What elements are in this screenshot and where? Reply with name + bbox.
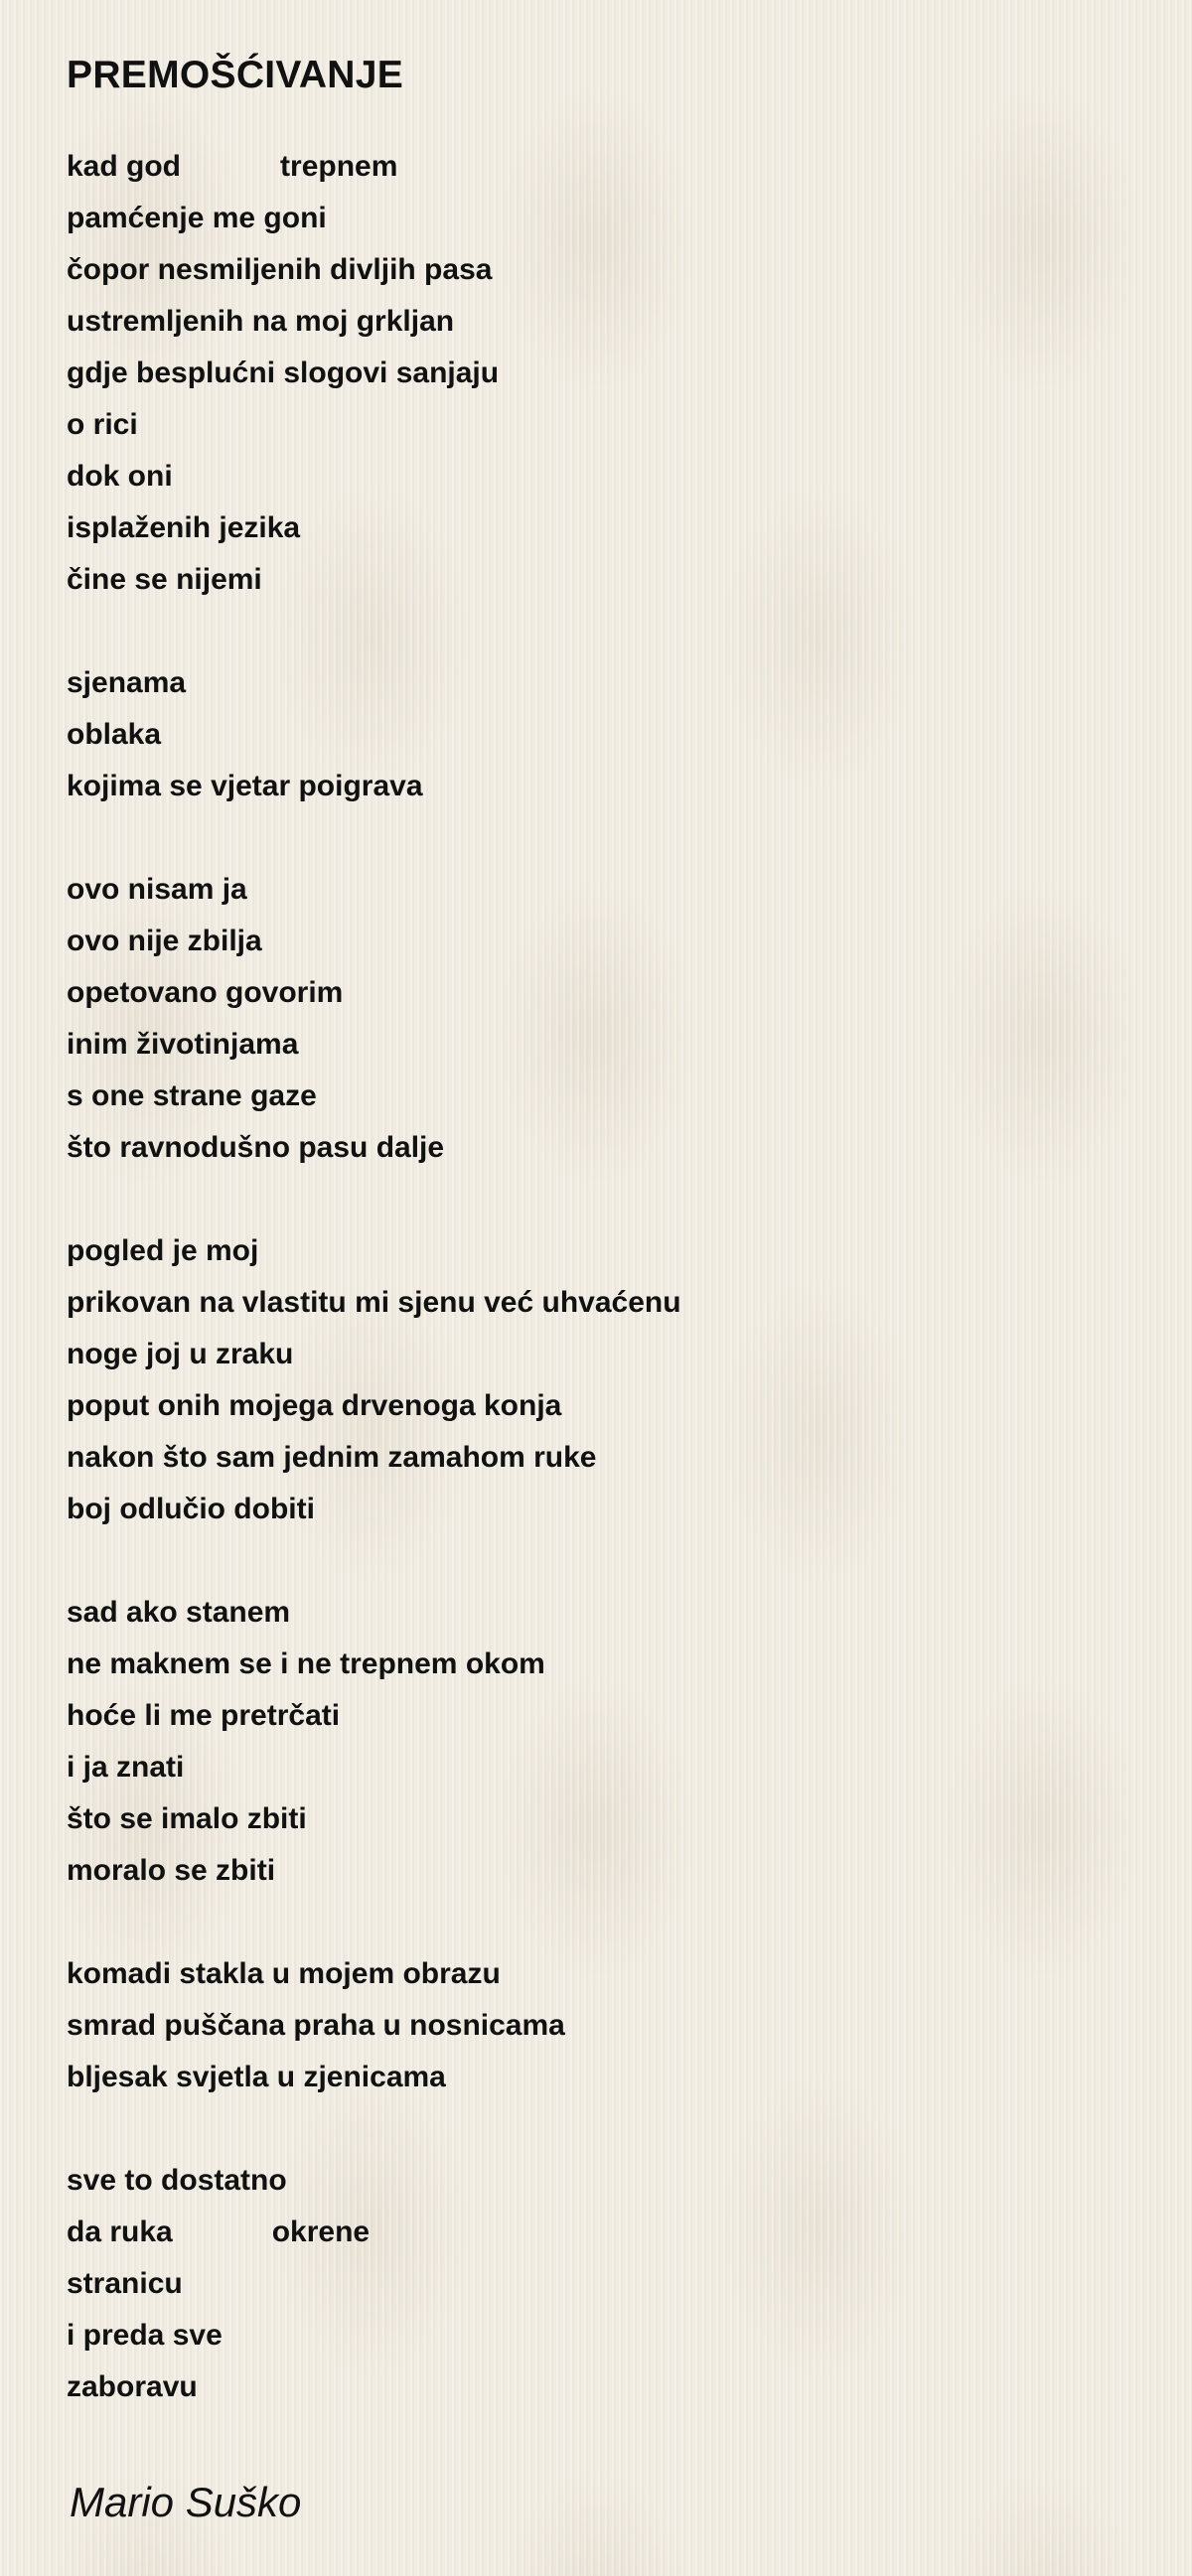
- poem-line: stranicu: [67, 2267, 183, 2300]
- poem-line: nakon što sam jednim zamahom ruke: [67, 1441, 597, 1474]
- poem-line: i ja znati: [67, 1751, 185, 1784]
- poem-line: što ravnodušno pasu dalje: [67, 1131, 445, 1164]
- poem-stanza: [67, 1225, 1139, 1535]
- poem-line: inim životinjama: [67, 1028, 299, 1061]
- poem-page: [67, 48, 1139, 2465]
- poem-line: ovo nisam ja: [67, 873, 247, 906]
- poem-line: noge joj u zraku: [67, 1338, 294, 1370]
- poem-stanza: [67, 1948, 1139, 2103]
- poem-line: smrad puščana praha u nosnicama: [67, 2009, 565, 2042]
- poem-stanza: [67, 1587, 1139, 1897]
- poem-line: s one strane gaze: [67, 1079, 317, 1112]
- poem-line: bljesak svjetla u zjenicama: [67, 2061, 446, 2093]
- poem-stanza: [67, 141, 1139, 606]
- poem-line: da ruka okrene: [67, 2216, 371, 2248]
- poem-line: boj odlučio dobiti: [67, 1493, 315, 1525]
- poem-title: PREMOŠĆIVANJE: [67, 54, 404, 96]
- poem-line: sjenama: [67, 666, 187, 699]
- poem-line: poput onih mojega drvenoga konja: [67, 1389, 562, 1422]
- poem-line: kad god trepnem: [67, 150, 398, 183]
- poem-line: sad ako stanem: [67, 1596, 291, 1629]
- poem-line: zaboravu: [67, 2370, 198, 2403]
- poem-line: prikovan na vlastitu mi sjenu već uhvaćenu: [67, 1286, 681, 1319]
- poem-stanza: [67, 2155, 1139, 2413]
- poem-line: ne maknem se i ne trepnem okom: [67, 1647, 545, 1680]
- poem-stanza: [67, 657, 1139, 812]
- poem-line: i preda sve: [67, 2319, 223, 2352]
- poem-line: opetovano govorim: [67, 976, 344, 1009]
- poem-line: ovo nije zbilja: [67, 925, 262, 957]
- poem-stanza: [67, 864, 1139, 1174]
- poem-line: pamćenje me goni: [67, 202, 327, 234]
- poem-line: što se imalo zbiti: [67, 1802, 307, 1835]
- poem-line: moralo se zbiti: [67, 1854, 276, 1887]
- poem-line: čine se nijemi: [67, 563, 262, 596]
- poem-line: pogled je moj: [67, 1234, 259, 1267]
- poem-line: komadi stakla u mojem obrazu: [67, 1957, 501, 1990]
- poem-line: hoće li me pretrčati: [67, 1699, 341, 1732]
- poem-line: dok oni: [67, 460, 173, 493]
- poem-line: čopor nesmiljenih divljih pasa: [67, 253, 493, 286]
- poem-line: gdje besplućni slogovi sanjaju: [67, 357, 500, 389]
- poem-line: oblaka: [67, 718, 162, 751]
- poem-line: sve to dostatno: [67, 2164, 287, 2197]
- poem-body: [67, 141, 1139, 2413]
- poem-line: isplaženih jezika: [67, 511, 301, 544]
- poem-line: ustremljenih na moj grkljan: [67, 305, 455, 338]
- poem-line: o rici: [67, 408, 138, 441]
- poem-author: Mario Suško: [70, 2479, 302, 2525]
- poem-line: kojima se vjetar poigrava: [67, 770, 423, 802]
